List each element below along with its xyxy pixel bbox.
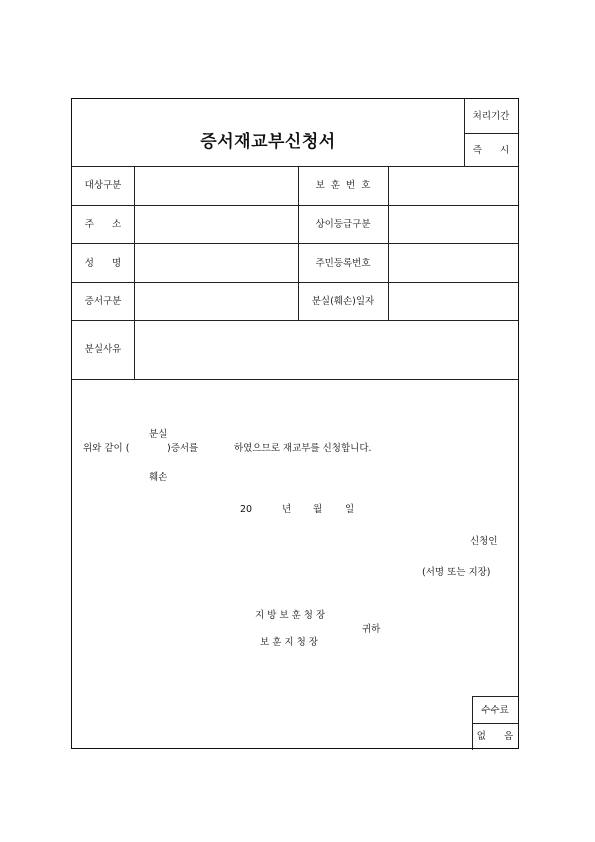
signature-note: (서명 또는 지장) [422,567,491,578]
injury-grade-label: 상이등급구분 [315,219,371,230]
addressee-branch-office: 보 훈 지 청 장 [260,637,318,648]
fee-left-border [472,696,473,750]
certificate-reissue-form [71,98,519,749]
form-title: 증서재교부신청서 [200,132,336,152]
fee-top-border [472,696,518,697]
honorific: 귀하 [362,624,381,635]
addressee-regional-office: 지 방 보 훈 청 장 [255,610,326,621]
fee-divider [472,723,518,724]
sentence-mid: )증서를 [167,443,199,454]
name-field[interactable] [135,244,297,281]
processing-period-value: 즉 시 [472,145,510,156]
loss-reason-field[interactable] [135,321,518,378]
address-field[interactable] [135,206,297,242]
target-type-label: 대상구분 [84,180,122,191]
option-lost: 분실 [149,429,168,440]
applicant-label: 신청인 [470,536,498,547]
target-type-field[interactable] [135,167,297,204]
date-year: 20 [240,504,253,515]
processing-period-label: 처리기간 [472,111,510,122]
resident-number-label: 주민등록번호 [315,258,371,269]
sentence-end: 하였으므로 재교부를 신청합니다. [234,443,372,454]
date-month-unit: 월 [313,504,323,515]
loss-date-field[interactable] [389,283,518,319]
fee-value: 없 음 [476,731,514,742]
veteran-number-field[interactable] [389,167,518,204]
certificate-type-label: 증서구분 [84,296,122,307]
option-damaged: 훼손 [149,472,168,483]
loss-reason-label: 분실사유 [84,344,122,355]
veteran-number-label: 보 훈 번 호 [315,180,371,191]
name-label: 성 명 [84,258,122,269]
resident-number-field[interactable] [389,244,518,281]
processing-divider [464,133,518,134]
sentence-start: 위와 같이 ( [83,443,130,454]
certificate-type-field[interactable] [135,283,297,319]
row-divider [72,379,518,380]
injury-grade-field[interactable] [389,206,518,242]
date-day-unit: 일 [345,504,355,515]
address-label: 주 소 [84,219,122,230]
date-year-unit: 년 [282,504,292,515]
loss-date-label: 분실(훼손)일자 [311,296,375,307]
processing-border [464,99,465,166]
fee-label: 수수료 [481,705,509,716]
